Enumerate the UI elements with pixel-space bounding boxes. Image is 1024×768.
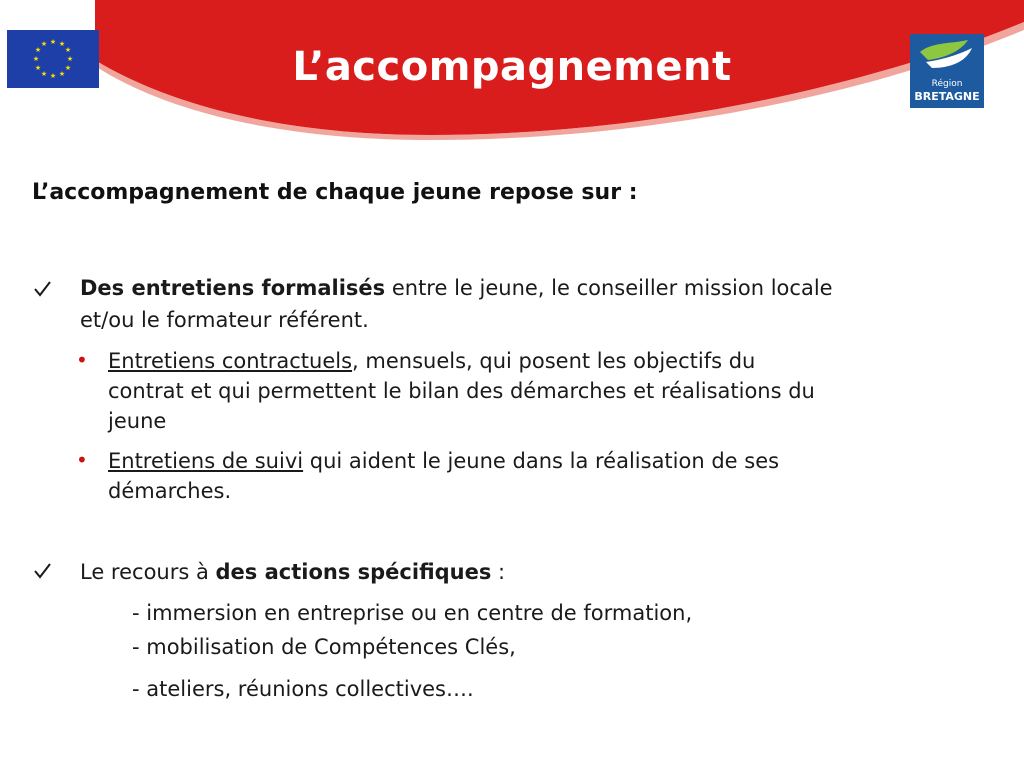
svg-text:★: ★	[64, 64, 72, 72]
region-name: BRETAGNE	[914, 90, 980, 103]
sub-1-line-1: , mensuels, qui posent les objectifs du	[352, 349, 756, 373]
action-item: - immersion en entreprise ou en centre de formation,	[132, 601, 693, 625]
checkmark-icon	[32, 561, 52, 581]
sub-bullet-dot-icon: •	[76, 348, 88, 372]
action-item: - ateliers, réunions collectives….	[132, 677, 474, 701]
bullet-2-bold: des actions spécifiques	[215, 560, 492, 584]
svg-text:★: ★	[40, 70, 48, 78]
svg-text:★: ★	[32, 55, 40, 63]
region-bretagne-logo-icon	[910, 34, 984, 108]
bullet-2-prefix: Le recours à	[80, 560, 216, 584]
action-item: - mobilisation de Compétences Clés,	[132, 635, 516, 659]
svg-text:★: ★	[34, 46, 42, 54]
svg-text:★: ★	[58, 70, 66, 78]
svg-text:★: ★	[66, 55, 74, 63]
svg-text:★: ★	[34, 64, 42, 72]
svg-text:★: ★	[49, 72, 57, 80]
svg-text:★: ★	[40, 40, 48, 48]
bullet-entretiens	[80, 272, 990, 336]
sub-item-suivi	[108, 446, 988, 506]
slide-title: L’accompagnement	[292, 44, 732, 90]
sub-1-line-3: jeune	[108, 409, 167, 433]
sub-1-line-2: contrat et qui permettent le bilan des démarches et réalisations du	[108, 379, 815, 403]
svg-text:★: ★	[58, 40, 66, 48]
bullet-actions	[80, 556, 980, 588]
sub-2-line-2: démarches.	[108, 479, 232, 503]
sub-2-underlined: Entretiens de suivi	[108, 449, 304, 473]
bullet-1-bold: Des entretiens formalisés	[80, 276, 386, 300]
svg-text:★: ★	[49, 38, 57, 46]
intro-heading: L’accompagnement de chaque jeune repose sur :	[32, 180, 638, 205]
region-label: Région	[931, 79, 963, 89]
svg-text:★: ★	[64, 46, 72, 54]
bullet-1-rest-2: et/ou le formateur référent.	[80, 308, 369, 332]
checkmark-icon	[32, 279, 52, 299]
bullet-1-rest-1: entre le jeune, le conseiller mission locale	[385, 276, 833, 300]
sub-2-line-1: qui aident le jeune dans la réalisation de ses	[303, 449, 780, 473]
sub-bullet-dot-icon: •	[76, 448, 88, 472]
sub-1-underlined: Entretiens contractuels	[108, 349, 353, 373]
sub-item-contractuels	[108, 346, 988, 436]
bullet-2-suffix: :	[491, 560, 506, 584]
